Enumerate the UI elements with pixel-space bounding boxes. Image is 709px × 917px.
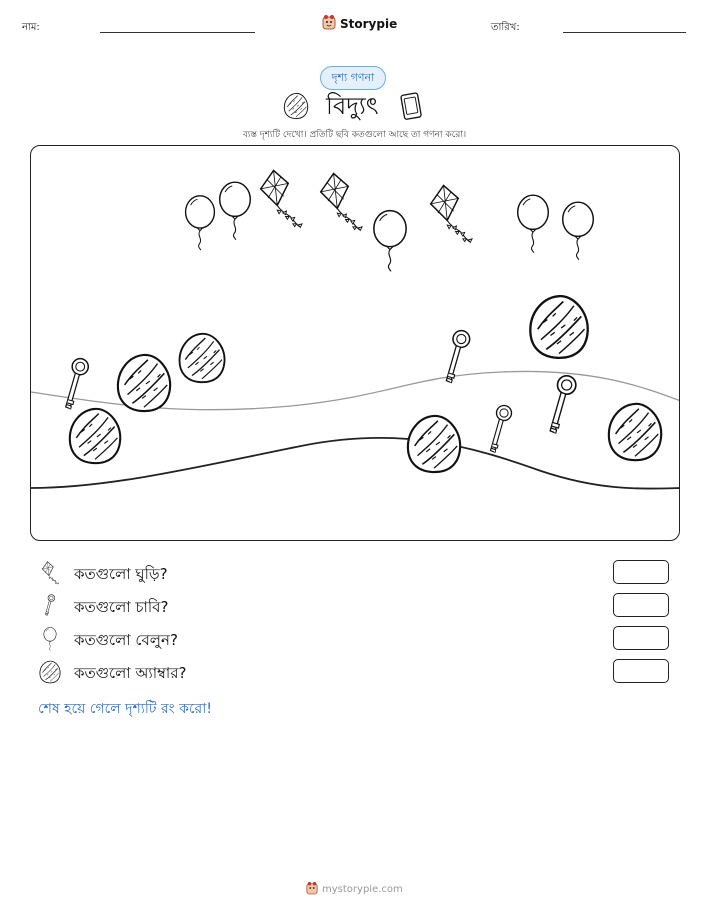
instructions: ব্যস্ত দৃশ্যটি দেখো। প্রতিটি ছবি কতগুলো আছে তা গণনা করো। [242,130,467,140]
question-text: কতগুলো অ্যাম্বার? [74,664,187,682]
balloon-icon [38,627,62,651]
hill-line-front [31,438,680,489]
amber-icon [118,355,170,411]
phone-icon [400,92,424,120]
key-icon [66,359,89,410]
question-text: কতগুলো চাবি? [74,598,169,616]
amber-icon [70,409,120,463]
page-title: বিদ্যুৎ [326,92,379,120]
question-row [38,660,678,684]
amber-icon [530,296,587,358]
amber-icon [38,660,62,684]
kite-icon [38,561,62,585]
key-icon [491,406,512,453]
counting-scene [30,145,680,541]
balloon-icon [374,211,406,272]
answer-box[interactable] [613,560,669,584]
brand-logo [322,14,397,34]
balloon-icon [186,196,215,250]
amber-icon [180,334,225,382]
question-row [38,627,678,651]
date-label: তারিখ: [491,22,520,33]
mascot-icon [306,881,318,898]
amber-icon [283,92,309,120]
kite-icon [431,185,472,242]
answer-box[interactable] [613,593,669,617]
balloon-icon [563,202,594,260]
name-label: নাম: [22,22,40,33]
question-row [38,594,678,618]
brand-name: Storypie [340,17,398,31]
answer-box[interactable] [613,626,669,650]
mascot-icon [322,14,336,34]
amber-icon [609,404,661,460]
name-field[interactable] [100,32,255,33]
date-field[interactable] [563,32,686,33]
question-text: কতগুলো বেলুন? [74,631,178,649]
footer-url[interactable]: mystorypie.com [322,884,403,895]
key-icon [38,594,62,618]
category-badge: দৃশ্য গণনা [320,66,386,90]
answer-box[interactable] [613,659,669,683]
balloon-icon [220,182,251,240]
question-text: কতগুলো ঘুড়ি? [74,565,168,583]
amber-icon [408,416,460,472]
finish-instruction: শেষ হয়ে গেলে দৃশ্যটি রং করো! [38,701,212,717]
key-icon [550,376,576,434]
kite-icon [261,170,302,227]
footer [306,881,403,898]
question-row [38,561,678,585]
kite-icon [321,173,362,230]
balloon-icon [518,195,549,253]
